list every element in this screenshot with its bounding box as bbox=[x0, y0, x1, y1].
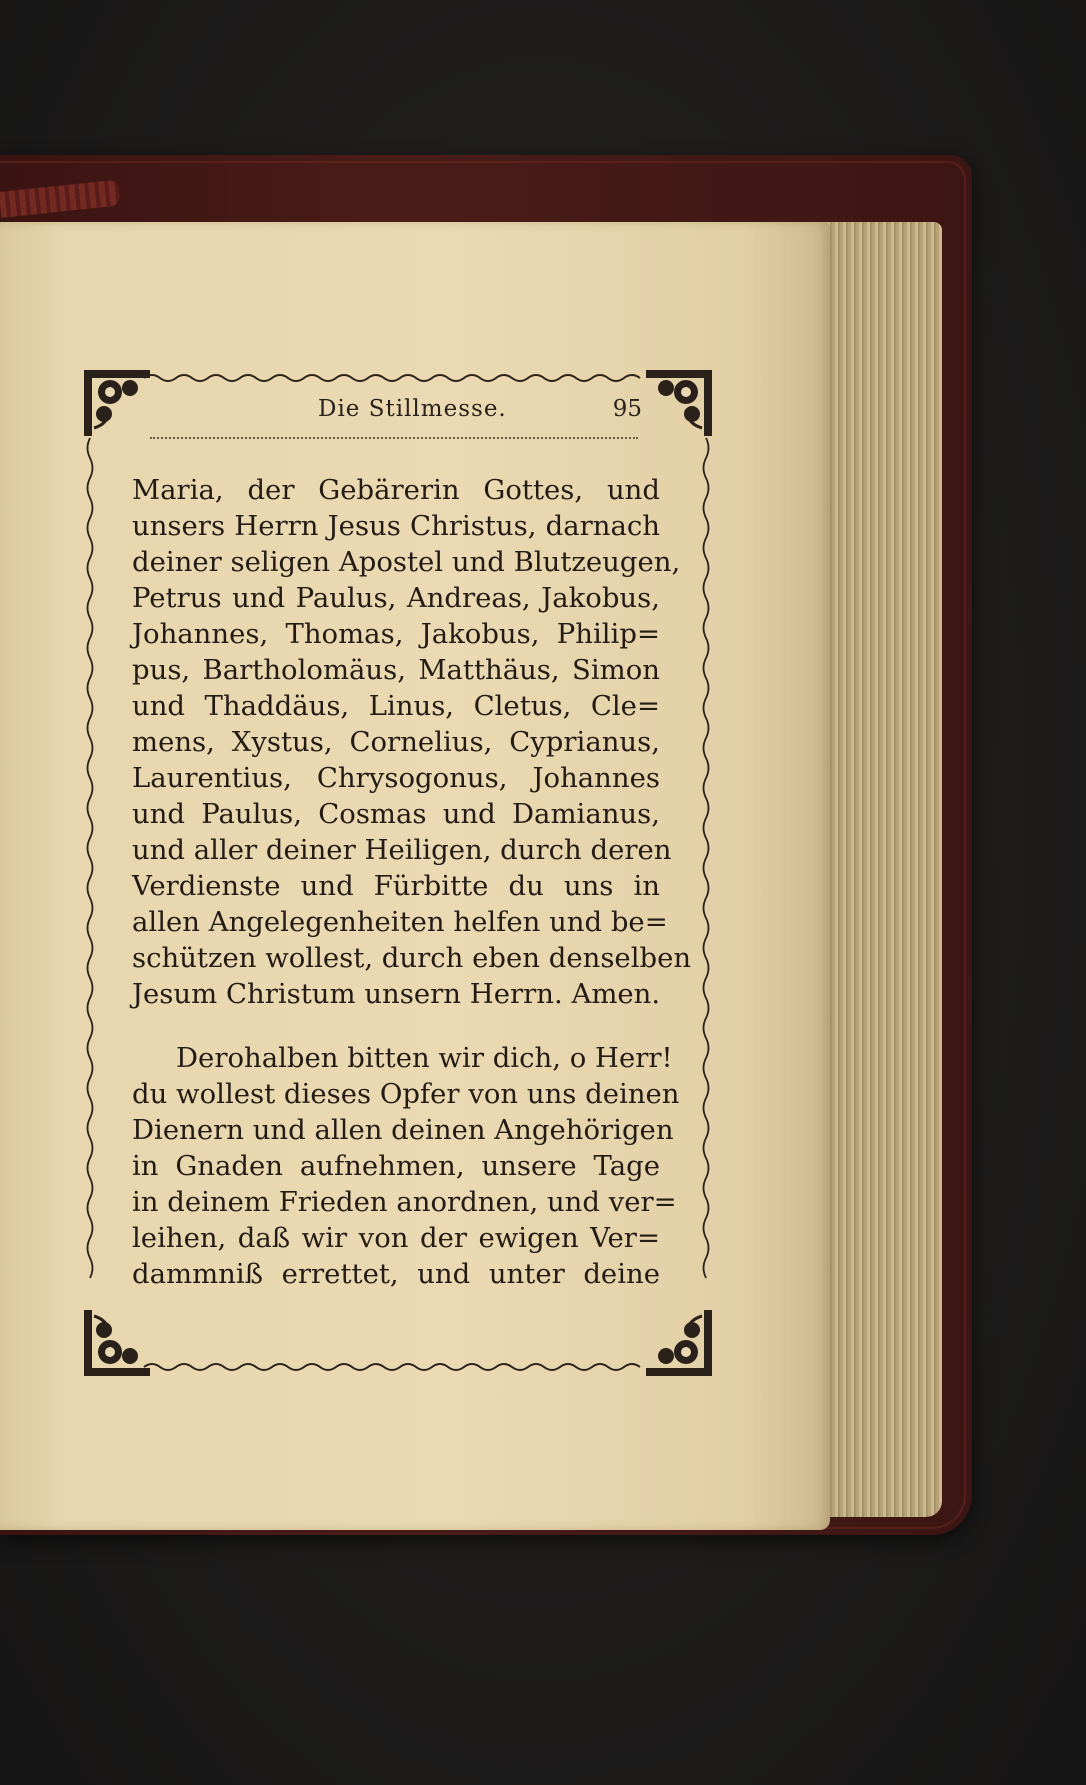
text-line: Laurentius, Chrysogonus, Johannes bbox=[132, 762, 660, 794]
paragraph-2 bbox=[132, 1040, 680, 1292]
page-body bbox=[132, 472, 692, 1292]
running-head bbox=[140, 392, 650, 432]
text-line: und Thaddäus, Linus, Cletus, Cle= bbox=[132, 690, 660, 722]
text-line: Petrus und Paulus, Andreas, Jakobus, bbox=[132, 582, 660, 614]
text-line: dammniß errettet, und unter deine bbox=[132, 1258, 660, 1290]
text-line: in Gnaden aufnehmen, unsere Tage bbox=[132, 1150, 660, 1182]
text-line: deiner seligen Apostel und Blutzeugen, bbox=[132, 546, 681, 578]
corner-ornament-bottom-right bbox=[646, 1310, 712, 1376]
page-number: 95 bbox=[612, 396, 642, 422]
corner-ornament-top-right bbox=[646, 370, 712, 436]
text-line: unsers Herrn Jesus Christus, darnach bbox=[132, 510, 660, 542]
text-line: in deinem Frieden anordnen, und ver= bbox=[132, 1186, 677, 1218]
text-line: Verdienste und Fürbitte du uns in bbox=[132, 870, 660, 902]
text-line: mens, Xystus, Cornelius, Cyprianus, bbox=[132, 726, 660, 758]
text-line: und aller deiner Heiligen, durch deren bbox=[132, 834, 672, 866]
text-line: leihen, daß wir von der ewigen Ver= bbox=[132, 1222, 660, 1254]
text-line: du wollest dieses Opfer von uns deinen bbox=[132, 1078, 680, 1110]
header-dotted-rule bbox=[150, 437, 638, 439]
text-line: allen Angelegenheiten helfen und be= bbox=[132, 906, 668, 938]
text-line: pus, Bartholomäus, Matthäus, Simon bbox=[132, 654, 660, 686]
paragraph-1 bbox=[132, 472, 692, 1012]
text-line: Maria, der Gebärerin Gottes, und bbox=[132, 474, 660, 506]
text-line: Jesum Christum unsern Herrn. Amen. bbox=[132, 978, 661, 1010]
text-line: schützen wollest, durch eben denselben bbox=[132, 942, 692, 974]
running-head-title: Die Stillmesse. bbox=[318, 396, 507, 422]
corner-ornament-bottom-left bbox=[84, 1310, 150, 1376]
text-line: und Paulus, Cosmas und Damianus, bbox=[132, 798, 660, 830]
paragraph-spacing bbox=[132, 1012, 660, 1040]
text-line: Johannes, Thomas, Jakobus, Philip= bbox=[132, 618, 660, 650]
text-line: Dienern und allen deinen Angehörigen bbox=[132, 1114, 674, 1146]
text-line: Derohalben bitten wir dich, o Herr! bbox=[176, 1042, 673, 1074]
